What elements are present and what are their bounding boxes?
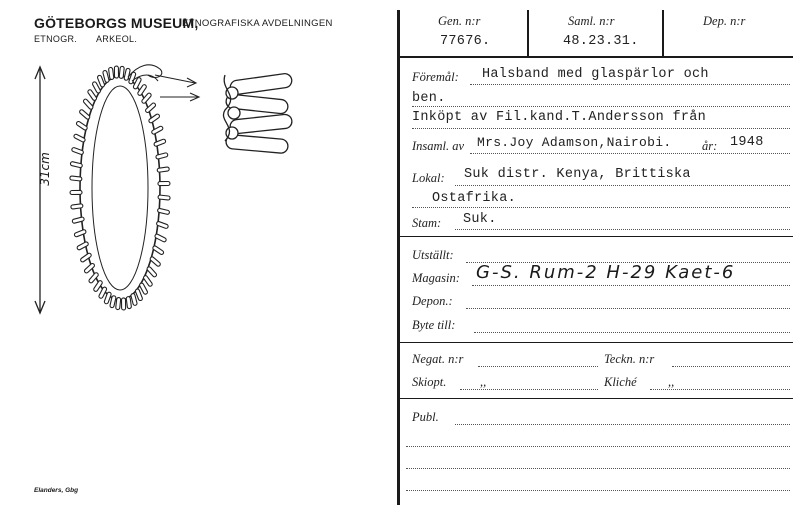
bone-bead	[71, 204, 83, 210]
museum-name: GÖTEBORGS MUSEUM,	[34, 15, 199, 31]
card-left-border	[397, 10, 400, 505]
bone-bead	[114, 66, 118, 78]
bone-bead	[116, 297, 121, 309]
stam-label: Stam:	[412, 216, 442, 230]
measurement-arrow	[35, 67, 45, 313]
section-rule-1	[399, 236, 793, 237]
magasin-label: Magasin:	[412, 271, 460, 285]
kliche-ditto: ,,	[668, 375, 675, 389]
skiopt-label: Skiopt.	[412, 375, 447, 389]
necklace-drawing	[20, 55, 350, 325]
insaml-value: Mrs.Joy Adamson,Nairobi.	[477, 135, 672, 150]
saml-number-label: Saml. n:r	[568, 14, 615, 28]
depon-label: Depon.:	[412, 294, 453, 308]
bone-bead	[158, 181, 170, 185]
teckn-label: Teckn. n:r	[604, 352, 655, 366]
printer-imprint: Elanders, Gbg	[34, 487, 79, 494]
bone-bead	[79, 109, 91, 120]
foremal-value-line2: ben.	[412, 91, 446, 106]
lokal-value-line1: Suk distr. Kenya, Brittiska	[464, 167, 691, 182]
byte-label: Byte till:	[412, 318, 456, 332]
bone-beads	[70, 66, 171, 310]
inkopt-text: Inköpt av Fil.kand.T.Andersson från	[412, 110, 707, 125]
section-rule-2	[399, 342, 793, 343]
magasin-value: G-S. Rum-2 H-29 Kaet-6	[476, 262, 736, 283]
bone-bead	[70, 176, 82, 181]
gen-number-value: 77676.	[440, 34, 491, 49]
bone-bead	[149, 256, 161, 267]
stam-value: Suk.	[463, 212, 497, 227]
bead-detail	[223, 73, 292, 154]
section-etnogr: ETNOGR.	[34, 34, 78, 44]
bone-bead	[158, 195, 170, 200]
bone-bead	[70, 190, 82, 194]
necklace-inner	[92, 86, 148, 290]
lokal-label: Lokal:	[412, 171, 445, 185]
numbers-divider-2	[662, 10, 664, 57]
saml-number-value: 48.23.31.	[563, 34, 639, 49]
bone-bead	[108, 67, 114, 79]
section-arkeol: ARKEOL.	[96, 34, 138, 44]
bone-bead	[126, 296, 132, 308]
publ-label: Publ.	[412, 410, 439, 424]
ar-label: år:	[702, 139, 718, 153]
skiopt-ditto: ,,	[480, 375, 487, 389]
foremal-label: Föremål:	[412, 70, 459, 84]
scale-label: 31cm	[37, 152, 52, 186]
bone-bead	[74, 229, 87, 237]
bone-bead	[154, 233, 167, 242]
bone-bead	[157, 167, 169, 173]
section-rule-3	[399, 398, 793, 399]
negat-label: Negat. n:r	[412, 352, 464, 366]
numbers-divider-1	[527, 10, 529, 57]
dep-number-label: Dep. n:r	[703, 14, 746, 28]
bone-bead	[76, 121, 88, 131]
utstallt-label: Utställt:	[412, 248, 454, 262]
gen-number-label: Gen. n:r	[438, 14, 481, 28]
lokal-value-line2: Ostafrika.	[432, 191, 517, 206]
bone-bead	[146, 266, 157, 278]
foremal-value-line1: Halsband med glaspärlor och	[482, 67, 709, 82]
bone-bead	[152, 245, 164, 255]
bone-bead	[119, 66, 124, 78]
department-name: ETNOGRAFISKA AVDELNINGEN	[182, 18, 333, 29]
insaml-label: Insaml. av	[412, 139, 465, 153]
ar-value: 1948	[730, 135, 764, 150]
numbers-bottom-rule	[399, 56, 793, 58]
kliche-label: Kliché	[604, 375, 637, 389]
bone-bead	[121, 298, 125, 310]
bone-bead	[154, 139, 167, 147]
bone-bead	[83, 98, 94, 110]
detail-arrows	[155, 75, 199, 101]
